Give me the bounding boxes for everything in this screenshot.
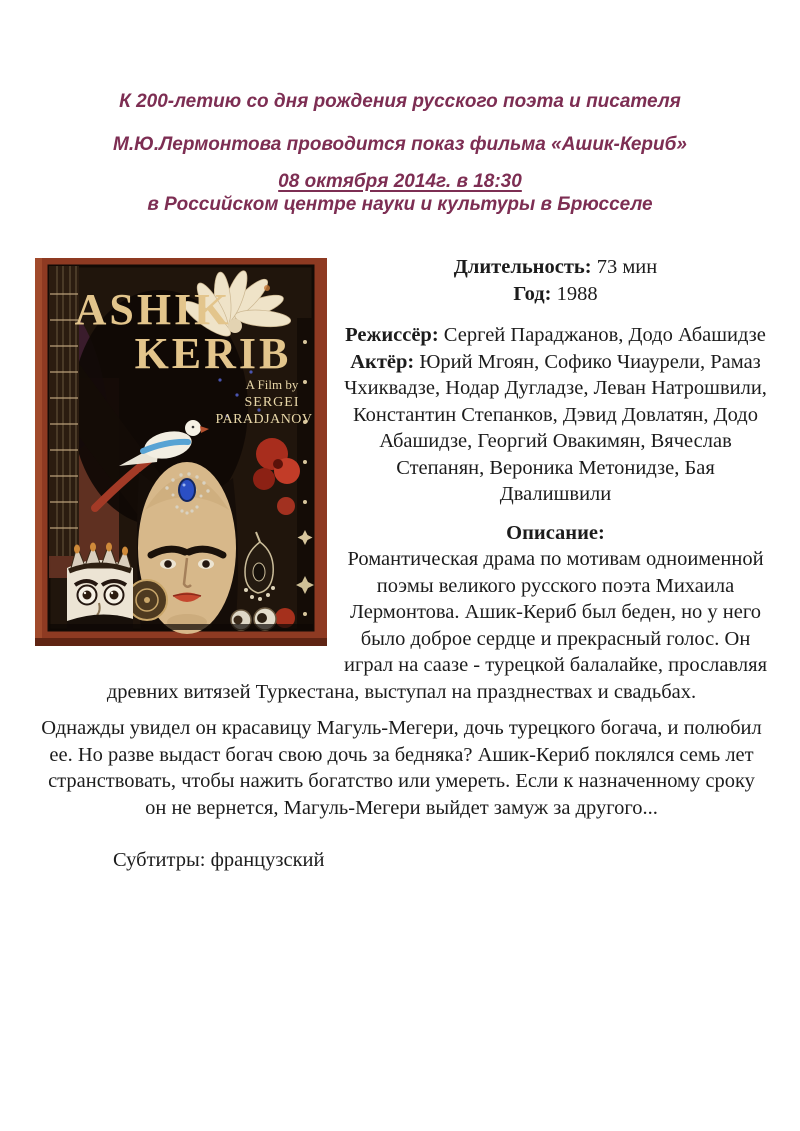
actors-value: Юрий Мгоян, Софико Чиаурели, Рамаз Чхиквадзе, Нодар Дугладзе, Леван Натрошвили, Константин Степанков, Дэвид Довлатян, Додо Абашидзе, Георгий Овакимян, Вячеслав Степанян, Вероника Метонидзе, Бая Двалишвили: [344, 350, 767, 505]
year-label: Год:: [513, 283, 552, 305]
director-label: Режиссёр:: [345, 324, 439, 346]
film-info-section: [0, 254, 800, 874]
poster-credit-line2: SERGEI: [244, 395, 300, 410]
year-value: 1988: [551, 283, 598, 305]
screening-date-line: [0, 170, 800, 193]
description-paragraph-2: Однажды увидел он красавицу Магуль-Мегери, дочь турецкого богача, и полюбил ее. Но разве выдаст богач свою дочь за бедняка? Ашик-Кериб поклялся семь лет странствовать, чтобы нажить богатство или умереть. Если к назначенному сроку он не вернется, Магуль-Мегери выйдет замуж за другого...: [41, 717, 762, 819]
actors-label: Актёр:: [350, 350, 415, 373]
poster-title-line2: KERIB: [134, 329, 292, 378]
poster-credit-line1: A Film by: [245, 377, 299, 392]
poster-title-line1: ASHIK: [74, 285, 232, 334]
duration-value: 73 мин: [591, 256, 658, 278]
subtitles-label: Субтитры:: [113, 849, 206, 871]
subtitles-line: [35, 847, 768, 874]
description-heading-text: Описание:: [506, 521, 605, 544]
announcement-line-2: М.Ю.Лермонтова проводится показ фильма «Ашик-Кериб»: [113, 134, 687, 155]
movie-poster-art: [35, 258, 327, 646]
movie-poster: [35, 258, 327, 646]
announcement-header: [0, 0, 800, 216]
description-paragraph-1: Романтическая драма по мотивам одноименной поэмы великого русского поэта Михаила Лермонтова. Ашик-Кериб был беден, но у него было доброе сердце и прекрасный голос. Он играл на саазе - турецкой балалайке, прославляя древних витязей Туркестана, выступал на празднествах и свадьбах.: [106, 548, 768, 703]
subtitles-value: французский: [205, 849, 325, 871]
poster-bottom-shadow: [49, 624, 313, 630]
duration-label: Длительность:: [453, 256, 592, 278]
director-value: Сергей Параджанов, Додо Абашидзе: [438, 324, 766, 346]
screening-datetime: 08 октября 2014г. в 18:30: [278, 171, 522, 192]
poster-credit-line3: PARADJANOV: [215, 412, 313, 427]
screening-venue: в Российском центре науки и культуры в Брюсселе: [147, 194, 653, 215]
announcement-line-1: К 200-летию со дня рождения русского поэта и писателя: [119, 91, 681, 112]
